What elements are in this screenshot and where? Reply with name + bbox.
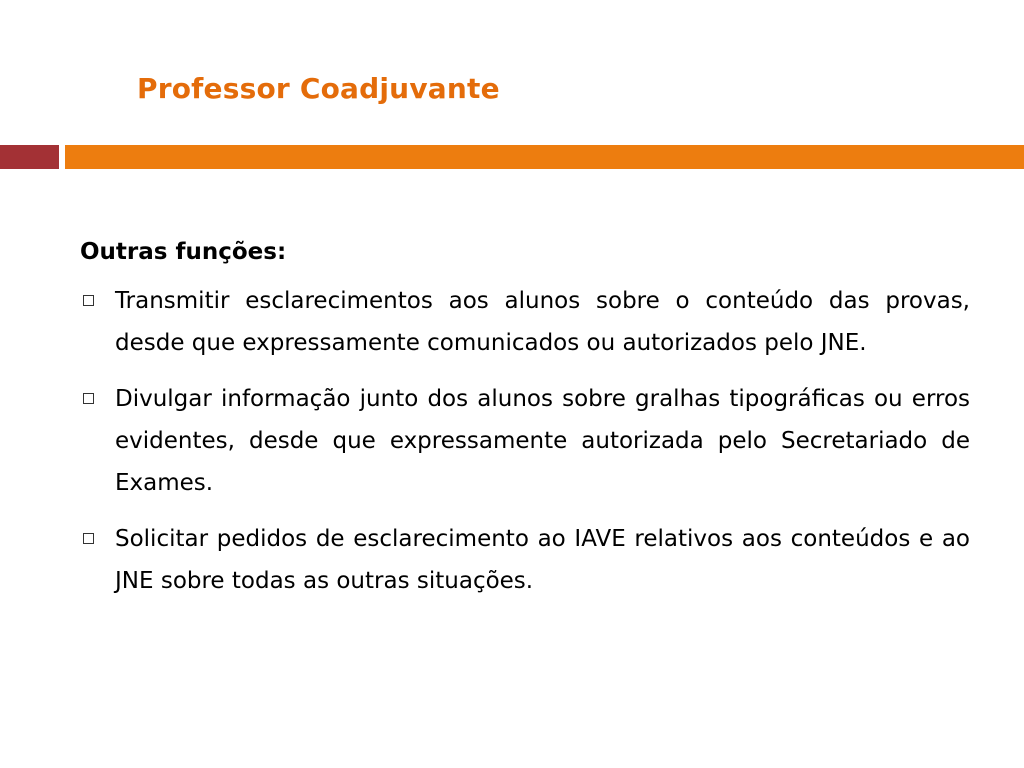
square-bullet-icon: [80, 378, 115, 404]
bullet-text: Solicitar pedidos de esclarecimento ao IAVE relativos aos conteúdos e ao JNE sobre todas as outras situações.: [115, 526, 970, 594]
header-bar: [65, 145, 1024, 169]
bullet-text: Divulgar informação junto dos alunos sobre gralhas tipográficas ou erros evidentes, desde que expressamente autorizada pelo Secretariado de Exames.: [115, 386, 970, 496]
bullet-item: [80, 280, 970, 364]
bullet-item: [80, 378, 970, 504]
section-heading: Outras funções:: [80, 239, 287, 265]
bullet-item: [80, 518, 970, 602]
bullet-text: Transmitir esclarecimentos aos alunos sobre o conteúdo das provas, desde que expressamente comunicados ou autorizados pelo JNE.: [115, 288, 970, 356]
header-bar-accent: [0, 145, 59, 169]
slide-content: [80, 232, 970, 616]
square-bullet-icon: [80, 280, 115, 306]
square-bullet-icon: [80, 518, 115, 544]
slide-title: Professor Coadjuvante: [137, 72, 500, 105]
